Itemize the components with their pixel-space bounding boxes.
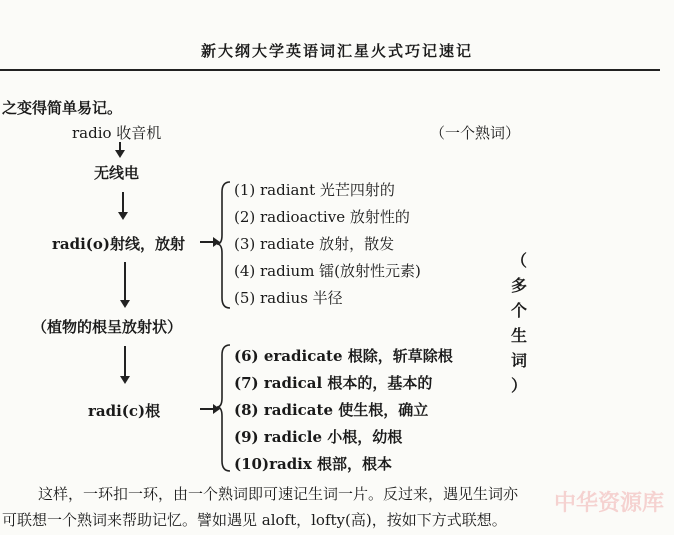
vertical-note-char-3: 生 [510, 326, 527, 345]
vertical-note-char-4: 词 [510, 351, 527, 370]
group2-item-3: (8) radicate 使生根，确立 [234, 401, 429, 419]
arrow-3-head [120, 300, 130, 308]
vertical-note-open: （ [510, 251, 527, 270]
body-line-1: 这样，一环扣一环，由一个熟词即可速记生词一片。反过来，遇见生词亦 [38, 485, 519, 503]
body-line-2: 可联想一个熟词来帮助记忆。譬如遇见 aloft，lofty(高)，按如下方式联想。 [2, 511, 507, 529]
root-word: radio 收音机 [72, 124, 162, 142]
group1-stem: radi(o)射线，放射 [52, 235, 186, 253]
group2-item-5: (10)radix 根部，根本 [234, 455, 393, 473]
vertical-note-close: ） [510, 376, 527, 395]
group1-item-2: (2) radioactive 放射性的 [234, 208, 410, 226]
group1-item-4: (4) radium 镭(放射性元素) [234, 262, 421, 280]
group2-item-1: (6) eradicate 根除，斩草除根 [234, 347, 453, 365]
header-rule [0, 69, 660, 71]
arrow-4-line [124, 346, 126, 378]
page-header-title: 新大纲大学英语词汇星火式巧记速记 [200, 42, 473, 60]
group2-brace [216, 343, 232, 473]
root-note: （一个熟词） [430, 124, 521, 142]
arrow-2-line [122, 192, 124, 214]
vertical-note [508, 248, 530, 398]
intro-text: 之变得简单易记。 [2, 99, 123, 117]
group1-brace [216, 180, 232, 310]
arrow-2-head [118, 212, 128, 220]
arrow-3-line [124, 262, 126, 302]
arrow-1-head [115, 150, 125, 158]
middle-text: （植物的根呈放射状） [32, 318, 183, 336]
group2-stem: radi(c)根 [88, 402, 161, 420]
group1-item-1: (1) radiant 光芒四射的 [234, 181, 395, 199]
group1-item-5: (5) radius 半径 [234, 289, 343, 307]
vertical-note-char-1: 多 [510, 276, 527, 295]
group2-item-2: (7) radical 根本的，基本的 [234, 374, 433, 392]
arrow-4-head [120, 376, 130, 384]
group1-item-3: (3) radiate 放射，散发 [234, 235, 395, 253]
meaning-text: 无线电 [94, 164, 140, 182]
group2-item-4: (9) radicle 小根，幼根 [234, 428, 403, 446]
watermark-logo: 中华资源库 [553, 490, 664, 516]
vertical-note-char-2: 个 [510, 301, 527, 320]
